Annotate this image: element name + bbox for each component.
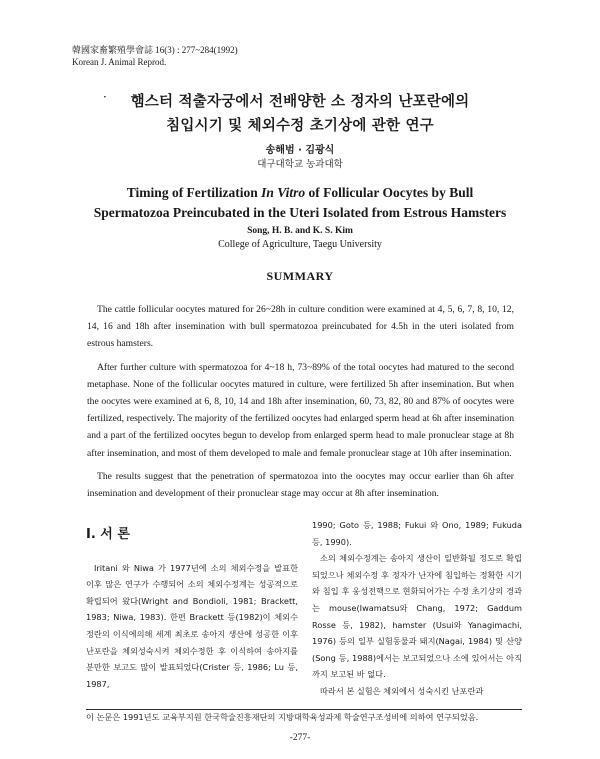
korean-title xyxy=(0,90,600,138)
english-title-line1-italic: In Vitro xyxy=(261,185,306,200)
intro-continuation: 1990; Goto 등, 1988; Fukui 와 Ono, 1989; Fukuda 등, 1990). xyxy=(312,520,522,547)
page-number: -277- xyxy=(289,733,311,743)
english-authors: Song, H. B. and K. S. Kim xyxy=(247,226,353,236)
intro-paragraph: Iritani 와 Niwa 가 1977년에 소의 체외수정을 발표한 이후 많은 연구가 수행되어 소의 체외수정계는 성공적으로 확립되어 왔다(Wright and Bondioli, 1981; Brackett, 1983; Niwa, 1983). 한편 Brackett 등(1982)이 체외수정란의 이식에의해 세계 최초로 송아지 생산에 성공한 이후 난포란을 체외성숙시켜 체외수정한 후 이식하여 송아지를 분만한 보고도 많이 발표되었다(Crister 등, 1986; Lu 등, 1987, xyxy=(86,562,298,689)
summary-paragraph: After further culture with spermatozoa for 4~18 h, 73~89% of the total oocytes had matured to the second metaphase. None of the follicular oocytes matured in culture, were fertilized 5h after insemination. But when the oocytes were examined at 6, 8, 10, 14 and 18h after insemination, 60, 73, 82, 80 and 87% of oocytes were fertilized, respectively. The majority of the fertilized oocytes had enlarged sperm head at 6h after insemination and a part of the fertilized oocytes begun to develop from enlarged sperm head to male pronuclear stage at 8h after insemination, and most of them developed to male and female pronuclear stage at 10h after insemination. xyxy=(87,361,514,459)
bullet-mark: · xyxy=(103,90,107,104)
journal-citation-line1: 韓國家畜繁殖學會誌 16(3) : 277~284(1992) xyxy=(72,45,238,55)
footnote-divider xyxy=(86,709,522,710)
korean-title-line2: 침입시기 및 체외수정 초기상에 관한 연구 xyxy=(166,118,434,134)
summary-heading: SUMMARY xyxy=(266,269,334,283)
left-column xyxy=(86,517,298,692)
intro-paragraph: 소의 체외수정계는 송아지 생산이 일반화될 정도로 확립되었으나 체외수정 후 정자가 난자에 침입하는 정확한 시기와 침입 후 웅성전핵으로 현화되어가는 수정 초기상의 경과는 mouse(Iwamatsu와 Chang, 1972; Gaddum Rosse 등, 1982), hamster (Usui와 Yanagimachi, 1976) 등의 일부 실험동물과 돼지(Nagai, 1984) 및 산양(Song 등, 1988)에서는 보고되었으나 소에 있어서는 아직까지 보고된 바 없다. xyxy=(312,553,522,680)
korean-authors: 송해범 · 김광식 xyxy=(265,145,335,156)
right-column xyxy=(312,517,522,700)
english-title xyxy=(0,183,600,223)
section-heading-introduction: I. 서 론 xyxy=(86,527,130,542)
summary-body xyxy=(87,301,514,508)
english-title-line2: Spermatozoa Preincubated in the Uteri Isolated from Estrous Hamsters xyxy=(93,205,507,220)
english-title-line1 xyxy=(0,183,600,203)
journal-citation-line2: Korean J. Animal Reprod. xyxy=(72,57,167,67)
english-affiliation: College of Agriculture, Taegu University xyxy=(218,239,382,250)
english-title-line1-pre: Timing of Fertilization xyxy=(126,185,262,200)
korean-affiliation: 대구대학교 농과대학 xyxy=(257,159,343,170)
summary-paragraph: The cattle follicular oocytes matured for 26~28h in culture condition were examined at 4, 5, 6, 7, 8, 10, 12, 14, 16 and 18h after insemination with bull spermatozoa preincubated for 4.5h in the uteri isolated from estrous hamsters. xyxy=(87,304,514,350)
intro-paragraph: 따라서 본 실험은 체외에서 성숙시킨 난포란과 xyxy=(320,685,484,696)
summary-paragraph: The results suggest that the penetration of spermatozoa into the oocytes may occur earlier than 6h after insemination and development of their pronuclear stage may occur at 8h after insemination. xyxy=(87,470,514,500)
english-title-line1-post: of Follicular Oocytes by Bull xyxy=(305,185,474,200)
journal-citation xyxy=(72,44,238,68)
footnote: 이 논문은 1991년도 교육부지원 한국학술진흥재단의 지방대학육성과제 학술연구조성비에 의하여 연구되었음. xyxy=(86,712,479,722)
korean-title-line1: 햄스터 적출자궁에서 전배양한 소 정자의 난포란에의 xyxy=(130,94,470,110)
